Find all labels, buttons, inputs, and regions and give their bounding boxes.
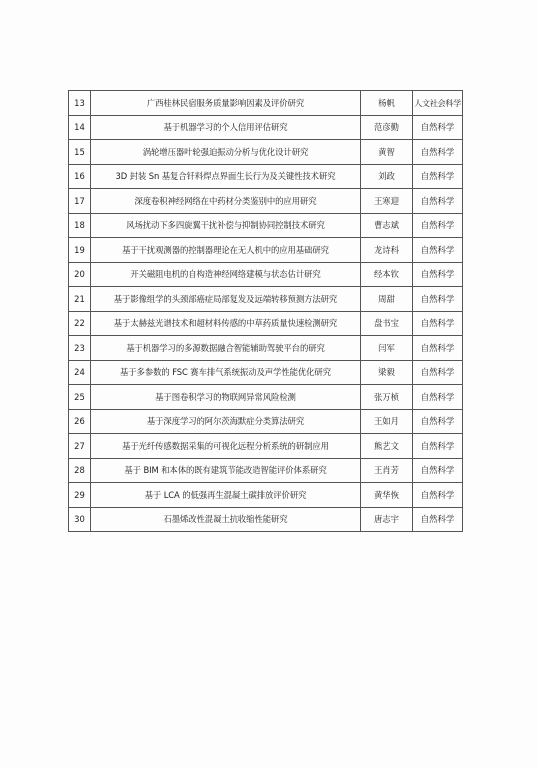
project-title: 基于 LCA 的低强再生混凝土碳排放评价研究 — [91, 483, 361, 508]
subject-category: 自然科学 — [413, 287, 463, 312]
table-row — [69, 409, 463, 434]
subject-category: 自然科学 — [413, 360, 463, 385]
project-leader: 王寒迎 — [361, 189, 413, 214]
project-leader: 熊艺文 — [361, 434, 413, 459]
subject-category: 自然科学 — [413, 164, 463, 189]
row-number: 22 — [69, 311, 91, 336]
project-title: 基于机器学习的多源数据融合智能辅助驾驶平台的研究 — [91, 336, 361, 361]
subject-category: 自然科学 — [413, 213, 463, 238]
project-leader: 梁毅 — [361, 360, 413, 385]
table-row — [69, 164, 463, 189]
project-leader: 张万桢 — [361, 385, 413, 410]
project-leader: 唐志宇 — [361, 507, 413, 532]
project-leader: 黄智 — [361, 140, 413, 165]
table-row — [69, 189, 463, 214]
row-number: 16 — [69, 164, 91, 189]
subject-category: 自然科学 — [413, 189, 463, 214]
row-number: 25 — [69, 385, 91, 410]
subject-category: 人文社会科学 — [413, 91, 463, 116]
project-title: 深度卷积神经网络在中药材分类鉴别中的应用研究 — [91, 189, 361, 214]
subject-category: 自然科学 — [413, 336, 463, 361]
table-row — [69, 140, 463, 165]
project-leader: 杨帆 — [361, 91, 413, 116]
row-number: 14 — [69, 115, 91, 140]
row-number: 19 — [69, 238, 91, 263]
row-number: 30 — [69, 507, 91, 532]
row-number: 21 — [69, 287, 91, 312]
project-title: 风场扰动下多四旋翼干扰补偿与抑制协同控制技术研究 — [91, 213, 361, 238]
table-row — [69, 458, 463, 483]
project-title: 基于光纤传感数据采集的可视化远程分析系统的研制应用 — [91, 434, 361, 459]
project-leader: 闫军 — [361, 336, 413, 361]
table-row — [69, 360, 463, 385]
table-row — [69, 91, 463, 116]
project-list-table — [68, 90, 463, 532]
project-leader: 周甜 — [361, 287, 413, 312]
subject-category: 自然科学 — [413, 434, 463, 459]
subject-category: 自然科学 — [413, 483, 463, 508]
project-title: 基于多参数的 FSC 赛车排气系统振动及声学性能优化研究 — [91, 360, 361, 385]
project-title: 基于机器学习的个人信用评估研究 — [91, 115, 361, 140]
project-title: 基于图卷积学习的物联网异常风险检测 — [91, 385, 361, 410]
project-leader: 盘书宝 — [361, 311, 413, 336]
subject-category: 自然科学 — [413, 507, 463, 532]
table-row — [69, 507, 463, 532]
project-leader: 黄华恢 — [361, 483, 413, 508]
row-number: 23 — [69, 336, 91, 361]
project-leader: 龙诗科 — [361, 238, 413, 263]
project-title: 基于 BIM 和本体的既有建筑节能改造智能评价体系研究 — [91, 458, 361, 483]
project-leader: 经本钦 — [361, 262, 413, 287]
row-number: 26 — [69, 409, 91, 434]
subject-category: 自然科学 — [413, 115, 463, 140]
project-title: 广西桂林民宿服务质量影响因素及评价研究 — [91, 91, 361, 116]
table-row — [69, 287, 463, 312]
table-row — [69, 385, 463, 410]
table-row — [69, 262, 463, 287]
subject-category: 自然科学 — [413, 311, 463, 336]
subject-category: 自然科学 — [413, 238, 463, 263]
row-number: 18 — [69, 213, 91, 238]
subject-category: 自然科学 — [413, 409, 463, 434]
row-number: 13 — [69, 91, 91, 116]
subject-category: 自然科学 — [413, 262, 463, 287]
table-row — [69, 115, 463, 140]
row-number: 24 — [69, 360, 91, 385]
row-number: 27 — [69, 434, 91, 459]
subject-category: 自然科学 — [413, 385, 463, 410]
project-leader: 王如月 — [361, 409, 413, 434]
table-row — [69, 311, 463, 336]
subject-category: 自然科学 — [413, 140, 463, 165]
row-number: 15 — [69, 140, 91, 165]
row-number: 17 — [69, 189, 91, 214]
table-row — [69, 434, 463, 459]
project-title: 石墨烯改性混凝土抗收缩性能研究 — [91, 507, 361, 532]
project-title: 基于太赫兹光谱技术和超材料传感的中草药质量快速检测研究 — [91, 311, 361, 336]
project-title: 基于影像组学的头颈部癌症局部复发及远端转移预测方法研究 — [91, 287, 361, 312]
subject-category: 自然科学 — [413, 458, 463, 483]
project-title: 涡轮增压器叶轮强迫振动分析与优化设计研究 — [91, 140, 361, 165]
project-leader: 刘政 — [361, 164, 413, 189]
table-row — [69, 213, 463, 238]
project-leader: 范彦勤 — [361, 115, 413, 140]
table-row — [69, 238, 463, 263]
project-list-body — [69, 91, 463, 532]
project-leader: 王肖芳 — [361, 458, 413, 483]
row-number: 29 — [69, 483, 91, 508]
row-number: 20 — [69, 262, 91, 287]
table-row — [69, 336, 463, 361]
project-title: 基于干扰观测器的控制器理论在无人机中的应用基础研究 — [91, 238, 361, 263]
row-number: 28 — [69, 458, 91, 483]
project-title: 开关磁阻电机的自构造神经网络建模与状态估计研究 — [91, 262, 361, 287]
project-title: 3D 封装 Sn 基复合钎料焊点界面生长行为及关键性技术研究 — [91, 164, 361, 189]
project-leader: 曹志斌 — [361, 213, 413, 238]
table-row — [69, 483, 463, 508]
project-title: 基于深度学习的阿尔茨海默症分类算法研究 — [91, 409, 361, 434]
